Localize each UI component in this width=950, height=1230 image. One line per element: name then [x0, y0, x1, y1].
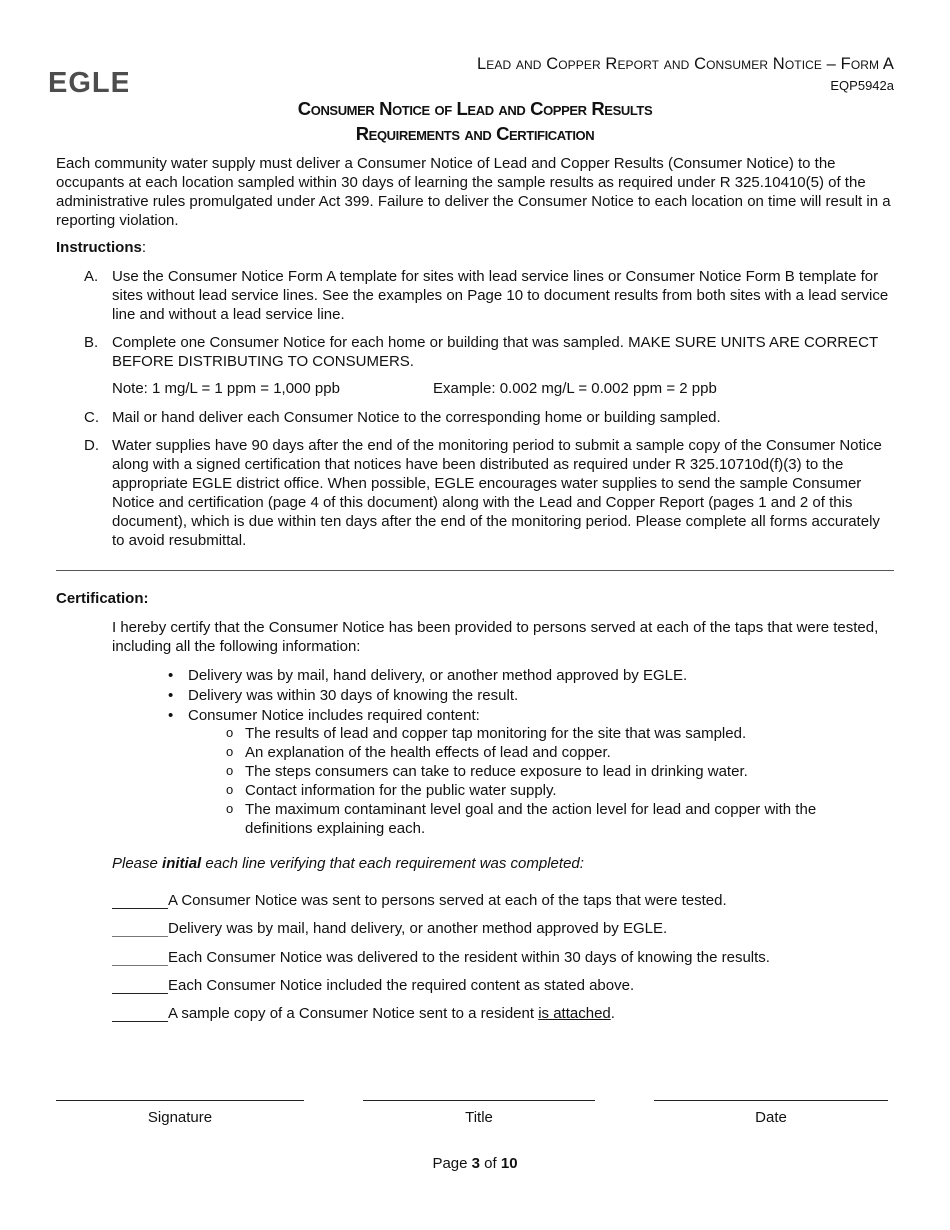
instruction-item-a — [84, 267, 894, 324]
form-code: EQP5942a — [830, 78, 894, 93]
date-field[interactable] — [654, 1100, 888, 1101]
instruction-letter: A. — [84, 268, 99, 285]
egle-logo-text: EGLE — [48, 67, 128, 98]
initial-field[interactable] — [112, 977, 168, 994]
initial-row-text: Delivery was by mail, hand delivery, or another method approved by EGLE. — [168, 920, 668, 937]
instruction-letter: C. — [84, 409, 99, 426]
initial-row-text: Each Consumer Notice was delivered to the resident within 30 days of knowing the results. — [168, 949, 770, 966]
required-content-item: o Contact information for the public water supply. — [226, 781, 886, 800]
title-field[interactable] — [363, 1100, 595, 1101]
document-title-line2: Requirements and Certification — [355, 123, 595, 144]
initial-field[interactable] — [112, 920, 168, 937]
egle-logo — [48, 64, 128, 98]
requirement-list — [168, 666, 687, 726]
intro-paragraph: Each community water supply must deliver a Consumer Notice of Lead and Copper Results (Consumer Notice) to the occupants at each location sampled within 30 days of learning the sample results as required under R 325.10410(5) of the administrative rules promulgated under Act 399. Failure to deliver the Consumer Notice to each location on time will result in a reporting violation. — [56, 155, 891, 229]
required-content-list — [226, 724, 886, 838]
instruction-letter: D. — [84, 437, 99, 454]
initial-row — [112, 892, 727, 912]
signature-label: Signature — [147, 1109, 213, 1126]
instruction-text: Complete one Consumer Notice for each home or building that was sampled. MAKE SURE UNITS ARE CORRECT BEFORE DISTRIBUTING TO CONSUMERS. — [112, 334, 878, 370]
document-title — [0, 96, 950, 146]
initial-row — [112, 1005, 615, 1025]
requirement-item: • Delivery was within 30 days of knowing the result. — [168, 686, 687, 706]
required-content-item: o The maximum contaminant level goal and the action level for lead and copper with the definitions explaining each. — [226, 800, 886, 838]
section-divider — [56, 570, 894, 571]
instruction-item-c — [84, 408, 894, 427]
instruction-text: Use the Consumer Notice Form A template for sites with lead service lines or Consumer Notice Form B template for sites without lead service lines. See the examples on Page 10 to document results from both sites with a lead service line and without a lead service line. — [112, 268, 889, 323]
document-title-line1: Consumer Notice of Lead and Copper Results — [297, 98, 653, 119]
certification-heading: Certification: — [56, 590, 149, 607]
initial-row — [112, 977, 634, 997]
initial-row-text: A sample copy of a Consumer Notice sent to a resident is attached. — [168, 1005, 615, 1022]
instruction-text: Mail or hand deliver each Consumer Notice to the corresponding home or building sampled. — [112, 409, 721, 426]
form-title: Lead and Copper Report and Consumer Notice – Form A — [476, 55, 894, 73]
page-number: Page 3 of 10 — [432, 1155, 518, 1172]
instruction-item-d — [84, 436, 894, 550]
initial-field[interactable] — [112, 949, 168, 966]
required-content-item: o The steps consumers can take to reduce exposure to lead in drinking water. — [226, 762, 886, 781]
units-note: Note: 1 mg/L = 1 ppm = 1,000 ppb — [112, 380, 340, 397]
initial-row — [112, 920, 667, 940]
initial-row-text: A Consumer Notice was sent to persons served at each of the taps that were tested. — [168, 892, 727, 909]
requirement-item: • Delivery was by mail, hand delivery, or another method approved by EGLE. — [168, 666, 687, 686]
initial-instruction: Please initial each line verifying that each requirement was completed: — [112, 855, 584, 872]
initial-row-text: Each Consumer Notice included the required content as stated above. — [168, 977, 635, 994]
certification-intro: I hereby certify that the Consumer Notice has been provided to persons served at each of the taps that were tested, including all the following information: — [112, 619, 879, 655]
instructions-heading: Instructions: — [56, 239, 147, 256]
required-content-item: o The results of lead and copper tap monitoring for the site that was sampled. — [226, 724, 886, 743]
instruction-item-b — [84, 333, 894, 371]
signature-field[interactable] — [56, 1100, 304, 1101]
units-example: Example: 0.002 mg/L = 0.002 ppm = 2 ppb — [433, 380, 717, 397]
title-label: Title — [465, 1109, 493, 1126]
initial-field[interactable] — [112, 892, 168, 909]
requirement-item: • Consumer Notice includes required content: — [168, 706, 687, 726]
instruction-letter: B. — [84, 334, 99, 351]
date-label: Date — [755, 1109, 787, 1126]
initial-field[interactable] — [112, 1005, 168, 1022]
initial-row — [112, 949, 770, 969]
instruction-text: Water supplies have 90 days after the end of the monitoring period to submit a sample copy of the Consumer Notice along with a signed certification that notices have been distributed as required under R 325.10710d(f)(3) to the appropriate EGLE district office. When possible, EGLE encourages water supplies to send the sample Consumer Notice and certification (page 4 of this document) along with the Lead and Copper Report (pages 1 and 2 of this document), which is due within ten days after the end of the monitoring period. Please complete all forms accurately to avoid resubmittal. — [112, 437, 882, 549]
required-content-item: o An explanation of the health effects of lead and copper. — [226, 743, 886, 762]
